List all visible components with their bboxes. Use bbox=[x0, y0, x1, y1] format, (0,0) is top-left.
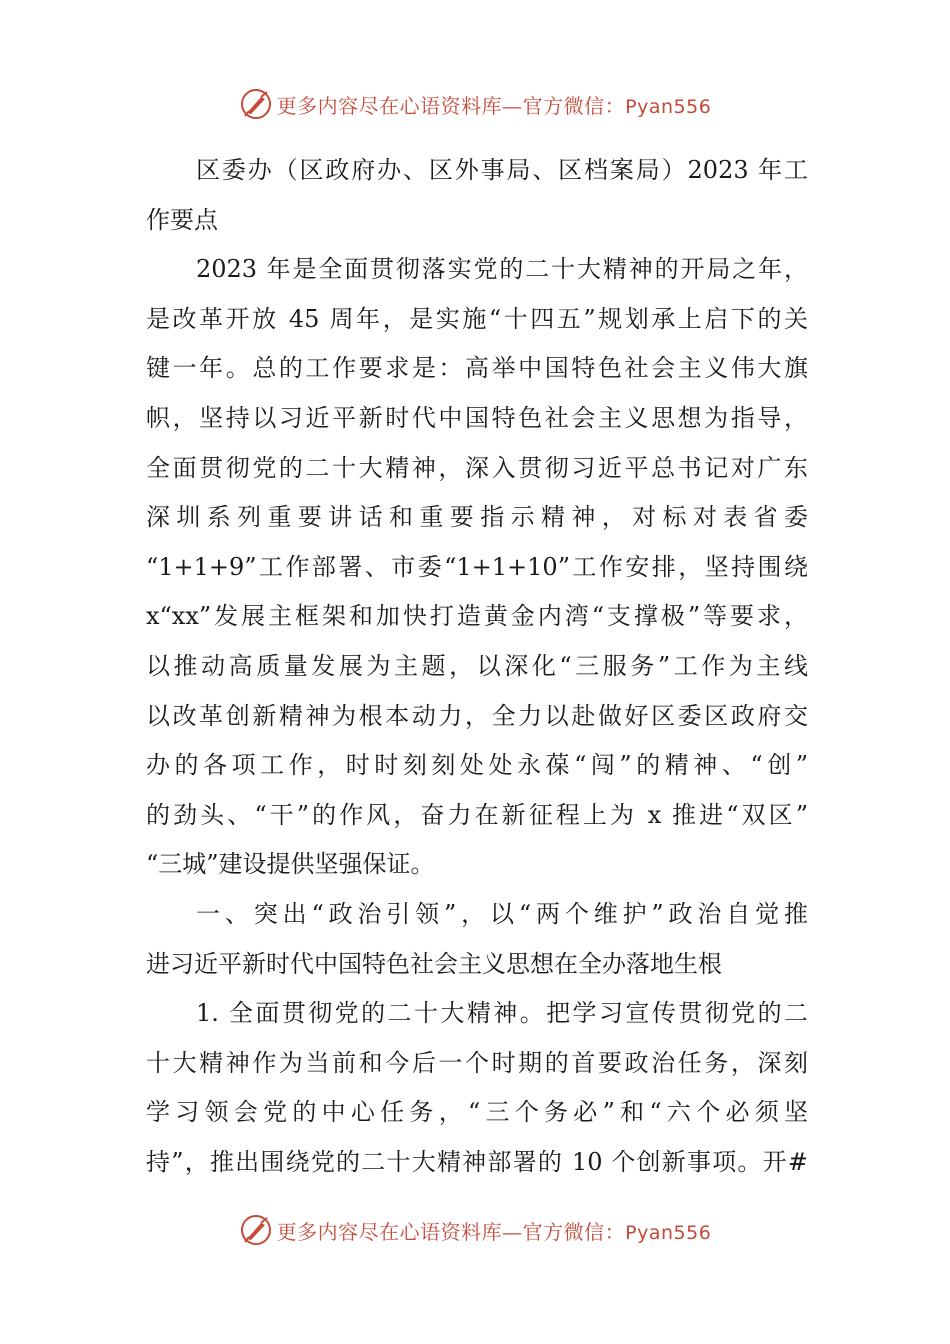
paragraph-line: 1. 全面贯彻党的二十大精神。把学习宣传贯彻党的二 bbox=[196, 999, 808, 1028]
section-heading-line: 一、突出“政治引领”，以“两个维护”政治自觉推 bbox=[196, 899, 808, 928]
paragraph-line: 学习领会党的中心任务，“三个务必”和“六个必须坚 bbox=[146, 1098, 808, 1127]
paragraph-line: 全面贯彻党的二十大精神，深入贯彻习近平总书记对广东 bbox=[146, 453, 808, 482]
quill-pen-logo-icon bbox=[239, 87, 273, 121]
paragraph-line: 以推动高质量发展为主题，以深化“三服务”工作为主线 bbox=[146, 651, 808, 680]
watermark-id: Pyan556 bbox=[625, 95, 712, 118]
watermark-label: 官方微信： bbox=[522, 93, 626, 118]
paragraph-line: 帜，坚持以习近平新时代中国特色社会主义思想为指导， bbox=[146, 403, 808, 432]
watermark-dash: — bbox=[502, 1219, 523, 1244]
paragraph-line: 是改革开放 45 周年，是实施“十四五”规划承上启下的关 bbox=[146, 304, 808, 333]
paragraph-line: 键一年。总的工作要求是：高举中国特色社会主义伟大旗 bbox=[146, 354, 808, 383]
title-line-1: 区委办（区政府办、区外事局、区档案局）2023 年工 bbox=[196, 156, 808, 184]
watermark-label: 官方微信： bbox=[522, 1219, 626, 1244]
paragraph-line: “三城”建设提供坚强保证。 bbox=[146, 850, 435, 879]
watermark-text: 更多内容尽在心语资料库 bbox=[276, 1219, 503, 1244]
quill-pen-logo-icon bbox=[239, 1213, 273, 1247]
paragraph-line: 以改革创新精神为根本动力，全力以赴做好区委区政府交 bbox=[146, 701, 808, 730]
paragraph-line: 深圳系列重要讲话和重要指示精神，对标对表省委 bbox=[146, 503, 808, 532]
footer-watermark bbox=[0, 1210, 950, 1250]
paragraph-line: 十大精神作为当前和今后一个时期的首要政治任务，深刻 bbox=[146, 1048, 808, 1077]
section-heading-line: 进习近平新时代中国特色社会主义思想在全办落地生根 bbox=[146, 949, 722, 978]
paragraph-line: 的劲头、“干”的作风，奋力在新征程上为 x 推进“双区” bbox=[146, 800, 808, 829]
paragraph-line: 办的各项工作，时时刻刻处处永葆“闯”的精神、“创” bbox=[146, 751, 808, 780]
title-line-2: 作要点 bbox=[146, 205, 218, 234]
paragraph-line: 持”，推出围绕党的二十大精神部署的 10 个创新事项。开# bbox=[146, 1147, 808, 1176]
paragraph-line: “1+1+9”工作部署、市委“1+1+10”工作安排，坚持围绕 bbox=[146, 552, 808, 581]
watermark-id: Pyan556 bbox=[625, 1221, 712, 1244]
document-body bbox=[146, 146, 808, 1187]
watermark-text: 更多内容尽在心语资料库 bbox=[276, 93, 503, 118]
paragraph-line: x“xx”发展主框架和加快打造黄金内湾“支撑极”等要求， bbox=[146, 602, 808, 631]
header-watermark bbox=[0, 84, 950, 124]
paragraph-line: 2023 年是全面贯彻落实党的二十大精神的开局之年， bbox=[196, 255, 808, 284]
watermark-dash: — bbox=[502, 93, 523, 118]
